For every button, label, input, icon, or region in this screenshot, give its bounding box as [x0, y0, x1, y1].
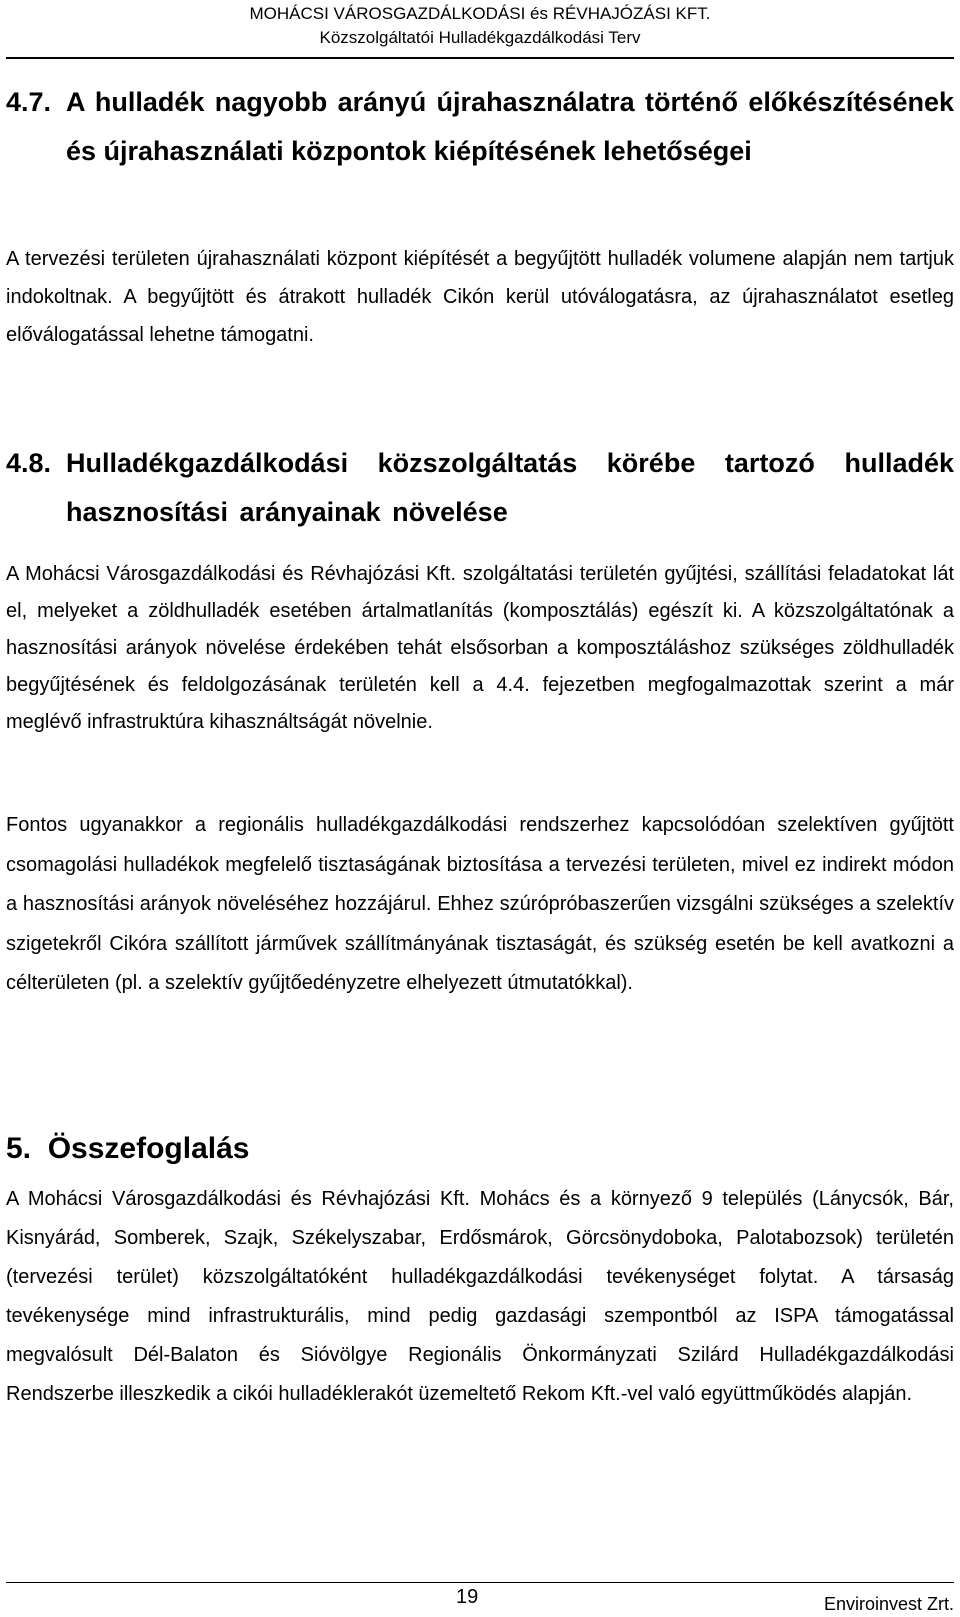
section-number: 4.7.	[6, 87, 52, 117]
header-plan-title: Közszolgáltatói Hulladékgazdálkodási Terv	[319, 28, 641, 47]
document-header	[0, 2, 960, 50]
footer-divider	[6, 1582, 954, 1583]
section-4-8-paragraph-2: Fontos ugyanakkor a regionális hulladékgazdálkodási rendszerhez kapcsolódóan szelektíven gyűjtött csomagolási hulladékok megfelelő tisztaságának biztosítása a tervezési területen, mivel ez indirekt módon a hasznosítási arányok növeléséhez hozzájárul. Ehhez szúrópróbaszerűen vizsgálni szükséges a szelektív szigetekről Cikóra szállított járművek szállítmányának tisztaságát, és szükség esetén be kell avatkozni a célterületen (pl. a szelektív gyűjtőedényzetre elhelyezett útmutatókkal).	[6, 814, 954, 994]
section-5-paragraph: A Mohácsi Városgazdálkodási és Révhajózási Kft. Mohács és a környező 9 település (Lánycsók, Bár, Kisnyárád, Somberek, Szajk, Székelyszabar, Erdősmárok, Görcsönydoboka, Palotabozsok) területén (tervezési terület) közszolgáltatóként hulladékgazdálkodási tevékenységet folytat. A társaság tevékenysége mind infrastrukturális, mind pedig gazdasági szempontból az ISPA támogatással megvalósult Dél-Balaton és Sióvölgye Regionális Önkormányzati Szilárd Hulladékgazdálkodási Rendszerbe illeszkedik a cikói hulladéklerakót üzemeltető Rekom Kft.-vel való együttműködés alapján.	[6, 1188, 954, 1405]
header-company-line: MOHÁCSI VÁROSGAZDÁLKODÁSI és RÉVHAJÓZÁSI KFT.	[249, 4, 711, 23]
section-title: Összefoglalás	[47, 1132, 250, 1165]
section-number: 4.8.	[6, 448, 52, 478]
footer-company: Enviroinvest Zrt.	[823, 1594, 954, 1614]
section-title: Hulladékgazdálkodási közszolgáltatás körébe tartozó hulladék hasznosítási arányainak növelése	[66, 448, 954, 527]
page-number: 19	[456, 1586, 479, 1608]
section-4-8-paragraph-1: A Mohácsi Városgazdálkodási és Révhajózási Kft. szolgáltatási területén gyűjtési, szállítási feladatokat lát el, melyeket a zöldhulladék esetében ártalmatlanítás (komposztálás) egészít ki. A közszolgáltatónak a hasznosítási arányok növelése érdekében tehát elsősorban a komposztáláshoz szükséges zöldhulladék begyűjtésének és feldolgozásának területén kell a 4.4. fejezetben megfogalmazottak szerint a már meglévő infrastruktúra kihasználtságát növelnie.	[6, 563, 954, 733]
section-heading-5	[6, 1129, 954, 1169]
header-divider	[6, 57, 954, 59]
section-title: A hulladék nagyobb arányú újrahasználatra történő előkészítésének és újrahasználati központok kiépítésének lehetőségei	[66, 87, 954, 166]
section-heading-4-7	[6, 78, 954, 176]
section-number: 5.	[6, 1132, 32, 1165]
section-heading-4-8	[6, 439, 954, 537]
section-4-7-paragraph: A tervezési területen újrahasználati központ kiépítését a begyűjtött hulladék volumene alapján nem tartjuk indokoltnak. A begyűjtött és átrakott hulladék Cikón kerül utóválogatásra, az újrahasználatot esetleg előválogatással lehetne támogatni.	[6, 248, 954, 346]
